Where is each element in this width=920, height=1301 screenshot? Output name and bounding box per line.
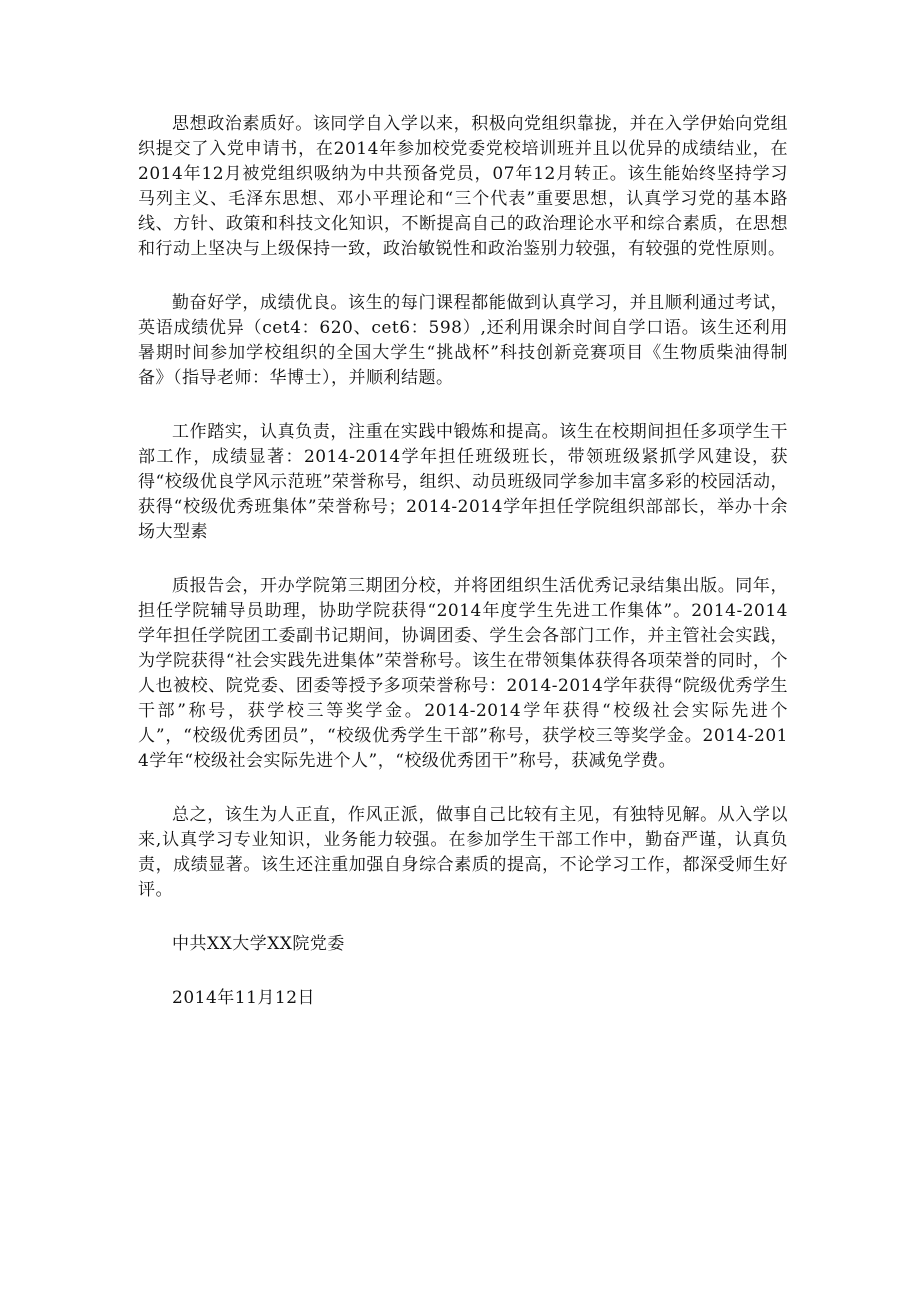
- paragraph-political-quality: 思想政治素质好。该同学自入学以来，积极向党组织靠拢，并在入学伊始向党组织提交了入党申请书，在2014年参加校党委党校培训班并且以优异的成绩结业，在2014年12月被党组织吸纳为中共预备党员，07年12月转正。该生能始终坚持学习马列主义、毛泽东思想、邓小平理论和“三个代表”重要思想，认真学习党的基本路线、方针、政策和科技文化知识，不断提高自己的政治理论水平和综合素质，在思想和行动上坚决与上级保持一致，政治敏锐性和政治鉴别力较强，有较强的党性原则。: [138, 114, 788, 259]
- signature: 中共XX大学XX院党委: [172, 934, 345, 954]
- paragraph-work-experience: 工作踏实，认真负责，注重在实践中锻炼和提高。该生在校期间担任多项学生干部工作，成绩显著：2014-2014学年担任班级班长，带领班级紧抓学风建设，获得“校级优良学风示范班”荣誉称号，组织、动员班级同学参加丰富多彩的校园活动，获得“校级优秀班集体”荣誉称号；2014-2014学年担任学院组织部部长，举办十余场大型素: [138, 422, 788, 542]
- date: 2014年11月12日: [172, 988, 316, 1008]
- paragraph-summary: 总之，该生为人正直，作风正派，做事自己比较有主见，有独特见解。从入学以来,认真学习专业知识，业务能力较强。在参加学生干部工作中，勤奋严谨，认真负责，成绩显著。该生还注重加强自身综合素质的提高，不论学习工作，都深受师生好评。: [138, 805, 788, 900]
- paragraph-academic-performance: 勤奋好学，成绩优良。该生的每门课程都能做到认真学习，并且顺利通过考试，英语成绩优异（cet4：620、cet6：598）,还利用课余时间自学口语。该生还利用暑期时间参加学校组织的全国大学生“挑战杯”科技创新竞赛项目《生物质柴油得制备》（指导老师：华博士），并顺利结题。: [138, 293, 788, 388]
- document-body: [138, 112, 788, 1040]
- paragraph-honors: 质报告会，开办学院第三期团分校，并将团组织生活优秀记录结集出版。同年，担任学院辅导员助理，协助学院获得“2014年度学生先进工作集体”。2014-2014学年担任学院团工委副书记期间，协调团委、学生会各部门工作，并主管社会实践，为学院获得“社会实践先进集体”荣誉称号。该生在带领集体获得各项荣誉的同时，个人也被校、院党委、团委等授予多项荣誉称号：2014-2014学年获得“院级优秀学生干部”称号，获学校三等奖学金。2014-2014学年获得“校级社会实际先进个人”，“校级优秀团员”，“校级优秀学生干部”称号，获学校三等奖学金。2014-2014学年“校级社会实际先进个人”，“校级优秀团干”称号，获减免学费。: [138, 576, 788, 771]
